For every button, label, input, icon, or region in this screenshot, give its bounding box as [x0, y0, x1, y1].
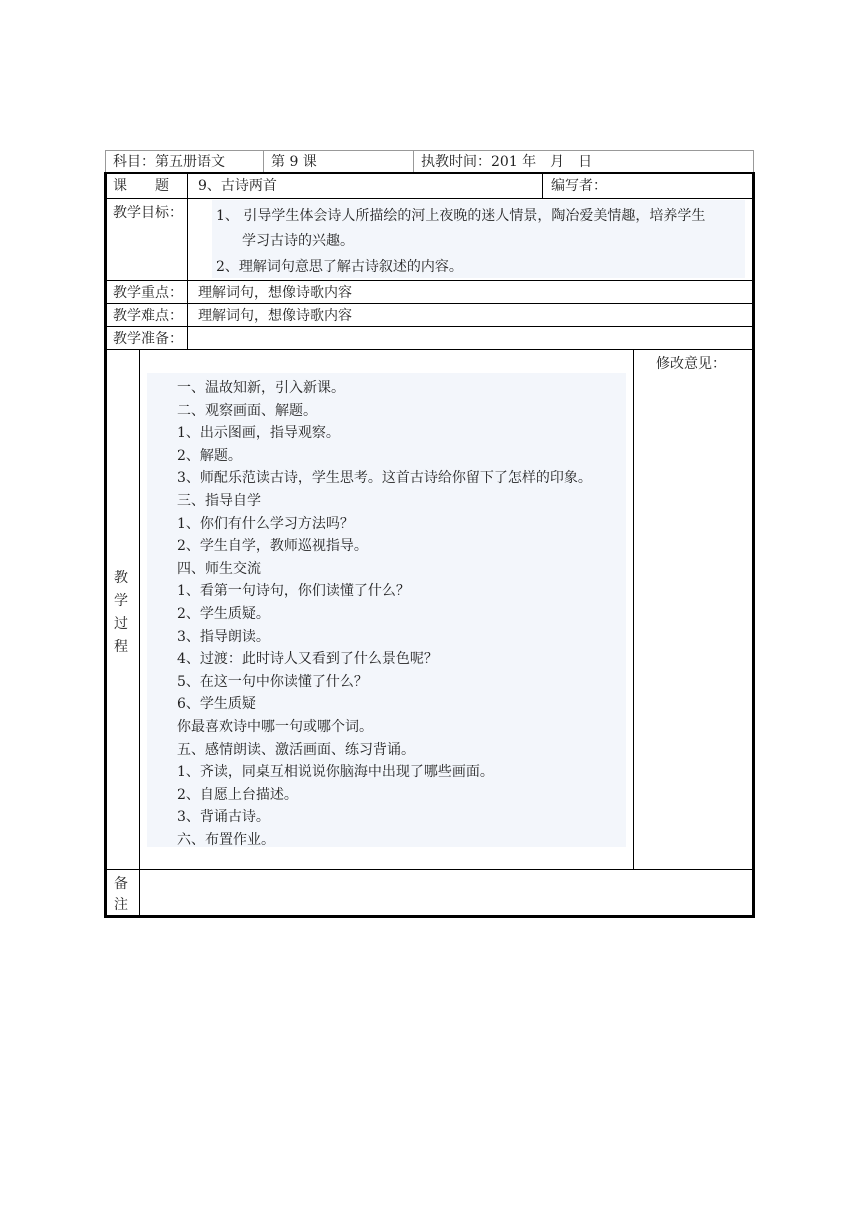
teaching-time-cell: 执教时间：201 年 月 日 [421, 154, 593, 170]
header-right-border [753, 150, 754, 172]
header-divider-1 [263, 150, 264, 172]
prep-label: 教学准备： [113, 331, 183, 347]
process-label-char-1: 教 [114, 570, 128, 586]
process-label-char-2: 学 [114, 593, 128, 609]
topic-label: 课 题 [113, 178, 169, 194]
row-sep-difficult [104, 326, 755, 327]
row-sep-topic [104, 198, 755, 199]
table-top-border [104, 172, 755, 174]
difficult-label: 教学难点： [113, 308, 183, 324]
table-right-border [752, 172, 755, 918]
process-line: 四、师生交流 [177, 560, 261, 577]
notes-label-char-2: 注 [114, 897, 128, 913]
process-line: 六、布置作业。 [177, 831, 275, 848]
process-line: 1、齐读，同桌互相说说你脑海中出现了哪些画面。 [177, 764, 494, 781]
difficult-value: 理解词句，想像诗歌内容 [198, 308, 352, 324]
revision-col-sep [633, 349, 634, 869]
label-col-sep [187, 172, 188, 349]
goal-line-2: 学习古诗的兴趣。 [242, 233, 354, 249]
process-line: 你最喜欢诗中哪一句或哪个词。 [177, 718, 373, 735]
author-label: 编写者： [551, 178, 607, 194]
process-line: 三、指导自学 [177, 492, 261, 509]
key-label: 教学重点： [113, 285, 183, 301]
goal-line-3: 2、理解词句意思了解古诗叙述的内容。 [216, 259, 463, 275]
process-line: 3、指导朗读。 [177, 628, 270, 645]
process-label-char-4: 程 [114, 639, 128, 655]
process-line: 2、自愿上台描述。 [177, 786, 298, 803]
process-line: 1、你们有什么学习方法吗？ [177, 515, 354, 532]
header-left-border [105, 150, 106, 172]
process-line: 2、学生质疑。 [177, 605, 270, 622]
table-bottom-border [104, 915, 755, 918]
header-divider-2 [413, 150, 414, 172]
table-left-border [104, 172, 107, 918]
process-label-char-3: 过 [114, 616, 128, 632]
goal-line-1: 1、 引导学生体会诗人所描绘的河上夜晚的迷人情景，陶冶爱美情趣，培养学生 [216, 208, 706, 224]
subject-cell: 科目：第五册语文 [113, 154, 225, 170]
process-line: 6、学生质疑 [177, 696, 256, 713]
key-value: 理解词句，想像诗歌内容 [198, 285, 352, 301]
process-steps [177, 377, 592, 851]
process-line: 五、感情朗读、激活画面、练习背诵。 [177, 741, 415, 758]
process-line: 3、背诵古诗。 [177, 809, 270, 826]
row-sep-process [104, 869, 755, 870]
process-line: 1、看第一句诗句，你们读懂了什么？ [177, 583, 410, 600]
row-sep-prep [104, 349, 755, 350]
topic-value: 9、古诗两首 [198, 178, 277, 194]
process-line: 2、学生自学，教师巡视指导。 [177, 538, 368, 555]
process-line: 二、观察画面、解题。 [177, 402, 317, 419]
process-label-col-sep [139, 349, 140, 916]
author-col-sep [542, 172, 543, 198]
notes-label-char-1: 备 [114, 876, 128, 892]
row-sep-key [104, 303, 755, 304]
goals-label: 教学目标： [113, 205, 183, 221]
process-line: 2、解题。 [177, 447, 242, 464]
revision-label: 修改意见： [656, 356, 726, 372]
row-sep-goals [104, 280, 755, 281]
process-line: 3、师配乐范读古诗，学生思考。这首古诗给你留下了怎样的印象。 [177, 470, 592, 487]
process-line: 5、在这一句中你读懂了什么？ [177, 673, 368, 690]
header-top-border [105, 150, 754, 151]
process-line: 一、温故知新，引入新课。 [177, 380, 345, 396]
process-line: 1、出示图画，指导观察。 [177, 425, 340, 442]
lesson-cell: 第 9 课 [271, 154, 317, 170]
process-line: 4、过渡：此时诗人又看到了什么景色呢？ [177, 651, 438, 668]
